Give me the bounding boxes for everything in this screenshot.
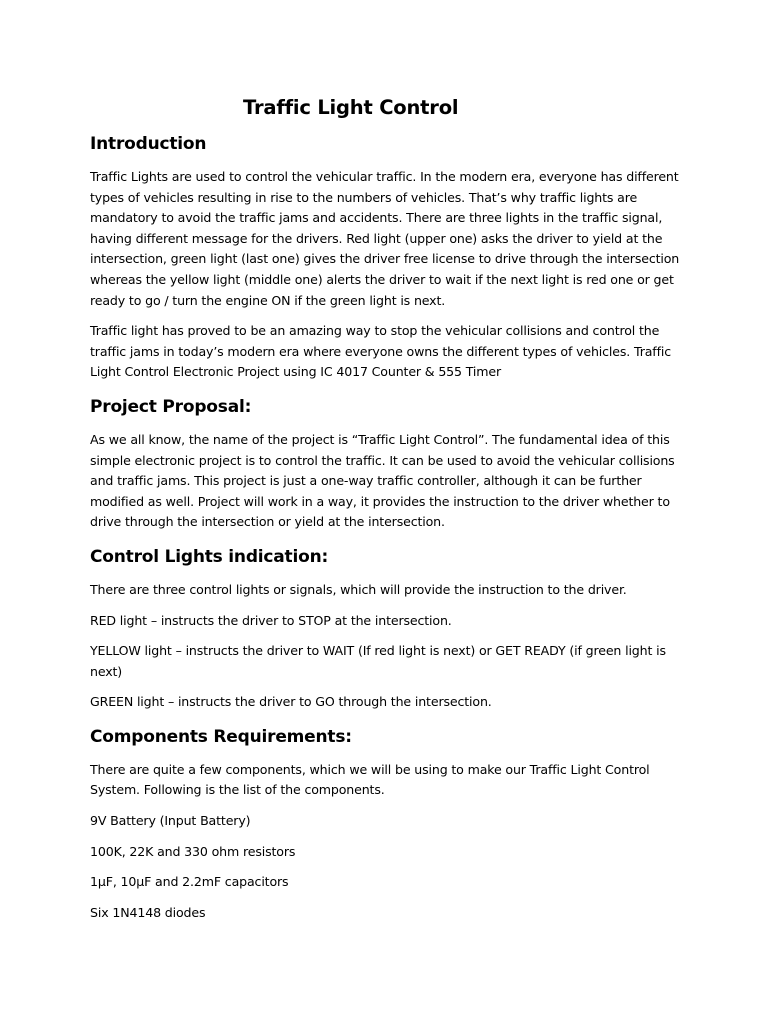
paragraph: There are quite a few components, which we will be using to make our Traffic Light Control System. Following is the list of the components.	[90, 761, 650, 798]
list-item: 9V Battery (Input Battery)	[90, 813, 251, 829]
section-project-proposal	[90, 395, 690, 533]
paragraph: GREEN light – instructs the driver to GO through the intersection.	[90, 694, 492, 710]
list-item: 100K, 22K and 330 ohm resistors	[90, 843, 296, 859]
section-heading-control-lights: Control Lights indication:	[90, 546, 329, 567]
section-control-lights	[90, 545, 690, 713]
list-item: 1µF, 10µF and 2.2mF capacitors	[90, 874, 289, 890]
document-page	[90, 92, 690, 933]
section-heading-introduction: Introduction	[90, 134, 207, 154]
section-components-requirements	[90, 725, 690, 924]
paragraph: Traffic Lights are used to control the vehicular traffic. In the modern era, everyone has different types of vehicles resulting in rise to the numbers of vehicles. That’s why traffic lights are mandatory to avoid the traffic jams and accidents. There are three lights in the traffic signal, having different message for the drivers. Red light (upper one) asks the driver to yield at the intersection, green light (last one) gives the driver free license to drive through the intersection whereas the yellow light (middle one) alerts the driver to wait if the next light is red one or get ready to go / turn the engine ON if the green light is next.	[90, 169, 680, 308]
paragraph: RED light – instructs the driver to STOP at the intersection.	[90, 612, 452, 628]
paragraph: As we all know, the name of the project is “Traffic Light Control”. The fundamental idea of this simple electronic project is to control the traffic. It can be used to avoid the vehicular collisions and traffic jams. This project is just a one-way traffic controller, although it can be further modified as well. Project will work in a way, it provides the instruction to the driver whether to drive through the intersection or yield at the intersection.	[90, 431, 675, 530]
paragraph: Traffic light has proved to be an amazing way to stop the vehicular collisions and control the traffic jams in today’s modern era where everyone owns the different types of vehicles. Traffic Light Control Electronic Project using IC 4017 Counter & 555 Timer	[90, 323, 671, 380]
section-heading-project-proposal: Project Proposal:	[90, 396, 252, 417]
section-introduction	[90, 132, 690, 383]
document-title: Traffic Light Control	[243, 96, 459, 119]
paragraph: There are three control lights or signals, which will provide the instruction to the driver.	[90, 581, 627, 597]
section-heading-components: Components Requirements:	[90, 726, 352, 747]
paragraph: YELLOW light – instructs the driver to WAIT (If red light is next) or GET READY (if green light is next)	[90, 643, 666, 679]
list-item: Six 1N4148 diodes	[90, 904, 206, 920]
